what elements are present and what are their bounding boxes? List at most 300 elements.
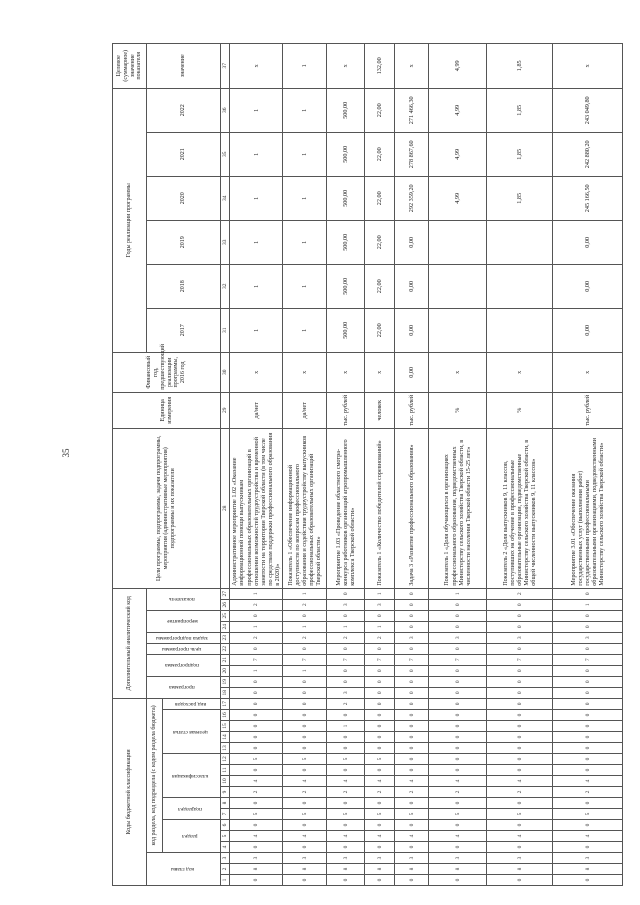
header-code-group: [163, 698, 221, 709]
code-digit: 4: [230, 776, 283, 787]
row-base-year: х: [487, 352, 553, 392]
row-year-value: 4,99: [429, 176, 487, 220]
code-digit: 0: [553, 875, 623, 886]
row-year-value: 278 867,60: [395, 132, 429, 176]
code-digit: 4: [553, 776, 623, 787]
code-digit: 3: [487, 632, 553, 643]
code-digit: 5: [283, 754, 327, 765]
row-target-value: х: [327, 43, 365, 88]
code-digit: 0: [365, 765, 395, 776]
code-digit: 5: [365, 754, 395, 765]
code-digit: 0: [487, 798, 553, 809]
row-year-value: [429, 264, 487, 308]
column-number: 3: [221, 853, 230, 864]
code-digit: 7: [327, 654, 365, 665]
column-number: 26: [221, 599, 230, 610]
code-digit: 0: [230, 732, 283, 743]
code-digit: 0: [283, 687, 327, 698]
column-number: 12: [221, 754, 230, 765]
code-digit: 1: [365, 588, 395, 599]
row-year-value: 1,85: [487, 88, 553, 132]
code-digit: 3: [283, 853, 327, 864]
code-digit: 1: [429, 588, 487, 599]
code-digit: 0: [365, 721, 395, 732]
column-number: 19: [221, 676, 230, 687]
code-digit: 8: [487, 864, 553, 875]
code-digit: 4: [395, 831, 429, 842]
code-digit: 0: [327, 732, 365, 743]
column-number: 20: [221, 665, 230, 676]
code-digit: 3: [429, 632, 487, 643]
code-digit: 0: [429, 842, 487, 853]
row-base-year: х: [327, 352, 365, 392]
header-sub-label: показатель: [169, 596, 195, 603]
code-digit: 0: [230, 710, 283, 721]
table-row: [230, 43, 283, 885]
code-digit: 2: [429, 787, 487, 798]
code-digit: 8: [395, 864, 429, 875]
code-digit: 0: [327, 676, 365, 687]
code-digit: 0: [230, 820, 283, 831]
row-year-value: 1: [230, 220, 283, 264]
code-digit: 0: [487, 754, 553, 765]
row-year-value: 0,00: [553, 308, 623, 352]
code-digit: 0: [327, 710, 365, 721]
code-digit: 0: [553, 820, 623, 831]
column-number: 25: [221, 610, 230, 621]
row-year-value: 1: [283, 308, 327, 352]
column-number: 36: [221, 88, 230, 132]
code-digit: 0: [429, 610, 487, 621]
code-digit: 0: [327, 765, 365, 776]
code-digit: 1: [327, 721, 365, 732]
code-digit: 0: [487, 643, 553, 654]
code-digit: 0: [553, 743, 623, 754]
code-digit: 0: [487, 721, 553, 732]
header-fin-year: Финансовый год, предшествующий реализации программы, 2016 год: [113, 352, 221, 392]
code-digit: 3: [365, 853, 395, 864]
column-number: 2: [221, 864, 230, 875]
code-digit: 0: [487, 687, 553, 698]
code-digit: 2: [283, 599, 327, 610]
column-number: 28: [221, 428, 230, 588]
code-digit: 0: [395, 698, 429, 709]
code-digit: 2: [553, 787, 623, 798]
code-digit: 2: [283, 787, 327, 798]
code-digit: 4: [395, 776, 429, 787]
row-base-year: х: [553, 352, 623, 392]
table-row: [429, 43, 487, 885]
header-code-group: [163, 798, 221, 820]
code-digit: 0: [283, 732, 327, 743]
code-digit: 1: [327, 621, 365, 632]
code-digit: 0: [365, 643, 395, 654]
code-digit: 0: [553, 710, 623, 721]
code-digit: 0: [553, 754, 623, 765]
code-digit: 0: [553, 798, 623, 809]
column-number: 34: [221, 176, 230, 220]
code-digit: 2: [365, 787, 395, 798]
code-digit: 3: [553, 853, 623, 864]
code-digit: 0: [365, 798, 395, 809]
table-row: [487, 43, 553, 885]
code-digit: 0: [395, 687, 429, 698]
code-digit: 4: [429, 776, 487, 787]
code-digit: 0: [429, 643, 487, 654]
code-digit: 8: [327, 864, 365, 875]
row-unit: тыс. рублей: [395, 392, 429, 428]
code-digit: 5: [283, 809, 327, 820]
code-digit: 0: [327, 820, 365, 831]
code-digit: 0: [395, 875, 429, 886]
column-number: 23: [221, 632, 230, 643]
code-digit: 0: [283, 743, 327, 754]
code-digit: 0: [365, 732, 395, 743]
column-number: 4: [221, 842, 230, 853]
row-year-value: 1: [283, 176, 327, 220]
header-code-indicator: [147, 588, 221, 610]
row-year-value: 500,00: [327, 176, 365, 220]
row-year-value: [429, 220, 487, 264]
row-year-value: 242 880,20: [553, 132, 623, 176]
code-digit: 1: [365, 621, 395, 632]
code-digit: 7: [487, 654, 553, 665]
row-base-year: 0,00: [395, 352, 429, 392]
code-digit: 0: [487, 676, 553, 687]
code-digit: 0: [283, 820, 327, 831]
row-description: Показатель 1 «Обеспечение информационной доступности по вопросам профессионального образования и содействия трудоустройству выпускников профессиональных образовательных организаций Тверской области»: [283, 428, 327, 588]
row-year-value: 4,99: [429, 132, 487, 176]
row-year-value: 1: [283, 264, 327, 308]
row-year-value: 292 359,20: [395, 176, 429, 220]
code-digit: 3: [429, 853, 487, 864]
table-row: [395, 43, 429, 885]
code-digit: 0: [395, 676, 429, 687]
code-digit: 7: [553, 654, 623, 665]
code-digit: 2: [487, 588, 553, 599]
code-digit: 4: [327, 831, 365, 842]
row-year-value: 1: [230, 176, 283, 220]
code-digit: 5: [487, 809, 553, 820]
code-digit: 0: [429, 621, 487, 632]
row-year-value: 22,00: [365, 88, 395, 132]
header-year: 2017: [147, 308, 221, 352]
code-digit: 0: [553, 732, 623, 743]
column-number: 24: [221, 621, 230, 632]
code-digit: 3: [487, 853, 553, 864]
row-year-value: 1: [283, 220, 327, 264]
row-year-value: 1,85: [487, 176, 553, 220]
code-digit: 0: [429, 665, 487, 676]
row-target-value: 1: [283, 43, 327, 88]
header-sub-label: код главы: [170, 866, 194, 873]
code-digit: 0: [395, 842, 429, 853]
row-target-value: 1,85: [487, 43, 553, 88]
code-digit: 0: [283, 875, 327, 886]
code-digit: 0: [283, 798, 327, 809]
header-code-goal: [147, 643, 221, 654]
header-budget-sub: код раздела, код подраздела (с кодом раздела бюджета): [147, 698, 163, 852]
code-digit: 2: [327, 698, 365, 709]
row-year-value: 245 166,50: [553, 176, 623, 220]
row-year-value: 500,00: [327, 308, 365, 352]
code-digit: 0: [395, 721, 429, 732]
code-digit: 5: [230, 809, 283, 820]
code-digit: 2: [395, 787, 429, 798]
code-digit: 0: [365, 610, 395, 621]
column-number: 14: [221, 732, 230, 743]
code-digit: 0: [283, 765, 327, 776]
code-digit: 3: [395, 632, 429, 643]
header-year: 2018: [147, 264, 221, 308]
code-digit: 0: [395, 743, 429, 754]
code-digit: 0: [395, 599, 429, 610]
row-year-value: 1: [283, 88, 327, 132]
code-digit: 0: [487, 710, 553, 721]
code-digit: 0: [283, 676, 327, 687]
code-digit: 8: [283, 864, 327, 875]
code-digit: 0: [230, 875, 283, 886]
code-digit: 0: [230, 721, 283, 732]
code-digit: 0: [230, 698, 283, 709]
row-year-value: 0,00: [395, 308, 429, 352]
code-digit: 0: [429, 765, 487, 776]
column-number: 33: [221, 220, 230, 264]
code-digit: 0: [230, 643, 283, 654]
code-digit: 3: [230, 853, 283, 864]
code-digit: 1: [283, 588, 327, 599]
code-digit: 0: [429, 875, 487, 886]
code-digit: 2: [283, 632, 327, 643]
row-base-year: х: [230, 352, 283, 392]
code-digit: 0: [553, 687, 623, 698]
code-digit: 0: [429, 710, 487, 721]
code-digit: 0: [230, 798, 283, 809]
row-description: Административное мероприятие 1.02 «Оказание информационной помощи выпускникам профессиональных образовательных организаций в отношении возможностей трудоустройства и временной занятости на территории Тверской области (в том числе по средствам поддержки профессионального образования в 2020)»: [230, 428, 283, 588]
column-number: 30: [221, 352, 230, 392]
row-year-value: 243 049,80: [553, 88, 623, 132]
row-year-value: 0,00: [395, 264, 429, 308]
header-code-group: [163, 820, 221, 853]
row-target-value: 4,99: [429, 43, 487, 88]
row-year-value: 500,00: [327, 264, 365, 308]
row-base-year: х: [283, 352, 327, 392]
code-digit: 1: [230, 588, 283, 599]
code-digit: 1: [283, 665, 327, 676]
header-sub-label: цель программы: [162, 645, 202, 652]
column-number: 18: [221, 687, 230, 698]
header-sub-label: целевая статья: [172, 728, 208, 735]
column-number: 21: [221, 654, 230, 665]
header-code-program: [147, 676, 221, 698]
header-code-event: [147, 610, 221, 632]
column-number: 10: [221, 776, 230, 787]
code-digit: 0: [429, 798, 487, 809]
table-row: [283, 43, 327, 885]
code-digit: 2: [230, 632, 283, 643]
header-unit: Единица измерения: [113, 392, 221, 428]
code-digit: 7: [230, 654, 283, 665]
code-digit: 0: [487, 743, 553, 754]
code-digit: 4: [365, 776, 395, 787]
code-digit: 0: [365, 842, 395, 853]
code-digit: 5: [327, 754, 365, 765]
code-digit: 8: [553, 864, 623, 875]
header-sub-label: мероприятие: [166, 618, 198, 625]
code-digit: 0: [553, 610, 623, 621]
row-base-year: х: [429, 352, 487, 392]
column-number: 6: [221, 820, 230, 831]
row-year-value: 1: [230, 132, 283, 176]
row-description: Задача 3 «Развитие профессионального образования»: [395, 428, 429, 588]
code-digit: 0: [553, 643, 623, 654]
code-digit: 0: [365, 820, 395, 831]
code-digit: 0: [429, 687, 487, 698]
code-digit: 0: [327, 875, 365, 886]
row-year-value: 271 466,30: [395, 88, 429, 132]
code-digit: 0: [429, 743, 487, 754]
code-digit: 0: [230, 842, 283, 853]
header-year: 2019: [147, 220, 221, 264]
row-year-value: [487, 308, 553, 352]
row-unit: человек: [365, 392, 395, 428]
header-year: 2022: [147, 88, 221, 132]
header-goal: Цели программы, подпрограммы, задачи подпрограммы, мероприятия (административные мероприятия) подпрограммы и их показатели: [113, 428, 221, 588]
code-digit: 0: [327, 743, 365, 754]
code-digit: 0: [429, 754, 487, 765]
code-digit: 0: [365, 665, 395, 676]
header-code-task: [147, 632, 221, 643]
code-digit: 3: [365, 599, 395, 610]
row-year-value: 1: [283, 132, 327, 176]
code-digit: 0: [395, 665, 429, 676]
column-number: 15: [221, 721, 230, 732]
row-year-value: 4,99: [429, 88, 487, 132]
code-digit: 0: [283, 842, 327, 853]
code-digit: 1: [230, 665, 283, 676]
code-digit: 7: [395, 654, 429, 665]
code-digit: 0: [283, 698, 327, 709]
column-number: 35: [221, 132, 230, 176]
code-digit: 0: [429, 820, 487, 831]
column-number: 13: [221, 743, 230, 754]
code-digit: 2: [487, 787, 553, 798]
code-digit: 0: [283, 610, 327, 621]
page-number: 35: [61, 448, 71, 458]
header-code-group: [163, 710, 221, 754]
code-digit: 3: [395, 853, 429, 864]
row-unit: %: [429, 392, 487, 428]
row-year-value: 22,00: [365, 308, 395, 352]
header-sub-label: программа: [169, 684, 195, 691]
row-year-value: 0,00: [553, 264, 623, 308]
row-year-value: 22,00: [365, 132, 395, 176]
code-digit: 0: [553, 588, 623, 599]
header-program-codes: Дополнительный аналитический код: [113, 588, 147, 698]
code-digit: 0: [553, 765, 623, 776]
code-digit: 0: [487, 842, 553, 853]
row-year-value: 0,00: [553, 220, 623, 264]
row-target-value: х: [230, 43, 283, 88]
code-digit: 0: [487, 732, 553, 743]
code-digit: 0: [230, 687, 283, 698]
column-number: 22: [221, 643, 230, 654]
code-digit: 0: [327, 610, 365, 621]
column-number: 9: [221, 787, 230, 798]
row-year-value: [429, 308, 487, 352]
row-description: Показатель 2 «Доля выпускников 9, 11 классов, поступивших на обучение в профессиональные образовательные организации, подведомственные Министерству сельского хозяйства Тверской области, в общей численности выпускников 9, 11 классов»: [487, 428, 553, 588]
code-digit: 0: [395, 820, 429, 831]
code-digit: 4: [365, 831, 395, 842]
code-digit: 5: [230, 754, 283, 765]
row-year-value: 22,00: [365, 264, 395, 308]
code-digit: 8: [429, 864, 487, 875]
code-digit: 0: [553, 842, 623, 853]
code-digit: 3: [327, 853, 365, 864]
code-digit: 0: [230, 610, 283, 621]
code-digit: 0: [429, 732, 487, 743]
code-digit: 0: [365, 875, 395, 886]
header-sub-label: подраздел: [178, 805, 203, 812]
row-year-value: 1: [230, 88, 283, 132]
header-sub-label: классификация: [171, 772, 209, 779]
column-number: 27: [221, 588, 230, 599]
code-digit: 2: [327, 632, 365, 643]
code-digit: 0: [395, 765, 429, 776]
code-digit: 0: [487, 621, 553, 632]
program-table: [112, 43, 623, 886]
code-digit: 0: [487, 875, 553, 886]
column-number: 32: [221, 264, 230, 308]
row-year-value: 22,00: [365, 220, 395, 264]
column-number-row: [221, 43, 230, 885]
code-digit: 0: [230, 676, 283, 687]
code-digit: 7: [365, 654, 395, 665]
code-digit: 0: [429, 721, 487, 732]
row-target-value: х: [553, 43, 623, 88]
row-target-value: 132,00: [365, 43, 395, 88]
row-year-value: 500,00: [327, 220, 365, 264]
row-target-value: х: [395, 43, 429, 88]
row-year-value: 0,00: [395, 220, 429, 264]
header-year: 2021: [147, 132, 221, 176]
row-year-value: 500,00: [327, 88, 365, 132]
code-digit: 4: [283, 831, 327, 842]
header-budget-codes: Коды бюджетной классификации: [113, 698, 147, 885]
table-row: [553, 43, 623, 885]
code-digit: 0: [395, 710, 429, 721]
code-digit: 2: [327, 787, 365, 798]
code-digit: 0: [429, 698, 487, 709]
header-code-group: [163, 754, 221, 798]
row-unit: да/нет: [283, 392, 327, 428]
code-digit: 4: [487, 776, 553, 787]
code-digit: 0: [487, 765, 553, 776]
code-digit: 4: [487, 831, 553, 842]
row-year-value: 500,00: [327, 132, 365, 176]
code-digit: 0: [429, 599, 487, 610]
code-digit: 0: [365, 710, 395, 721]
code-digit: 0: [395, 643, 429, 654]
code-digit: 8: [365, 864, 395, 875]
row-description: Мероприятие 3.01 «Обеспечение оказания государственных услуг (выполнения работ) государственными профессиональными образовательными организациями, подведомственными Министерству сельского хозяйства Тверской области»: [553, 428, 623, 588]
rotated-table-wrap: [112, 48, 606, 886]
code-digit: 0: [283, 721, 327, 732]
code-digit: 0: [487, 665, 553, 676]
code-digit: 1: [553, 599, 623, 610]
header-years-title: Годы реализации программы: [113, 88, 147, 352]
column-number: 7: [221, 809, 230, 820]
